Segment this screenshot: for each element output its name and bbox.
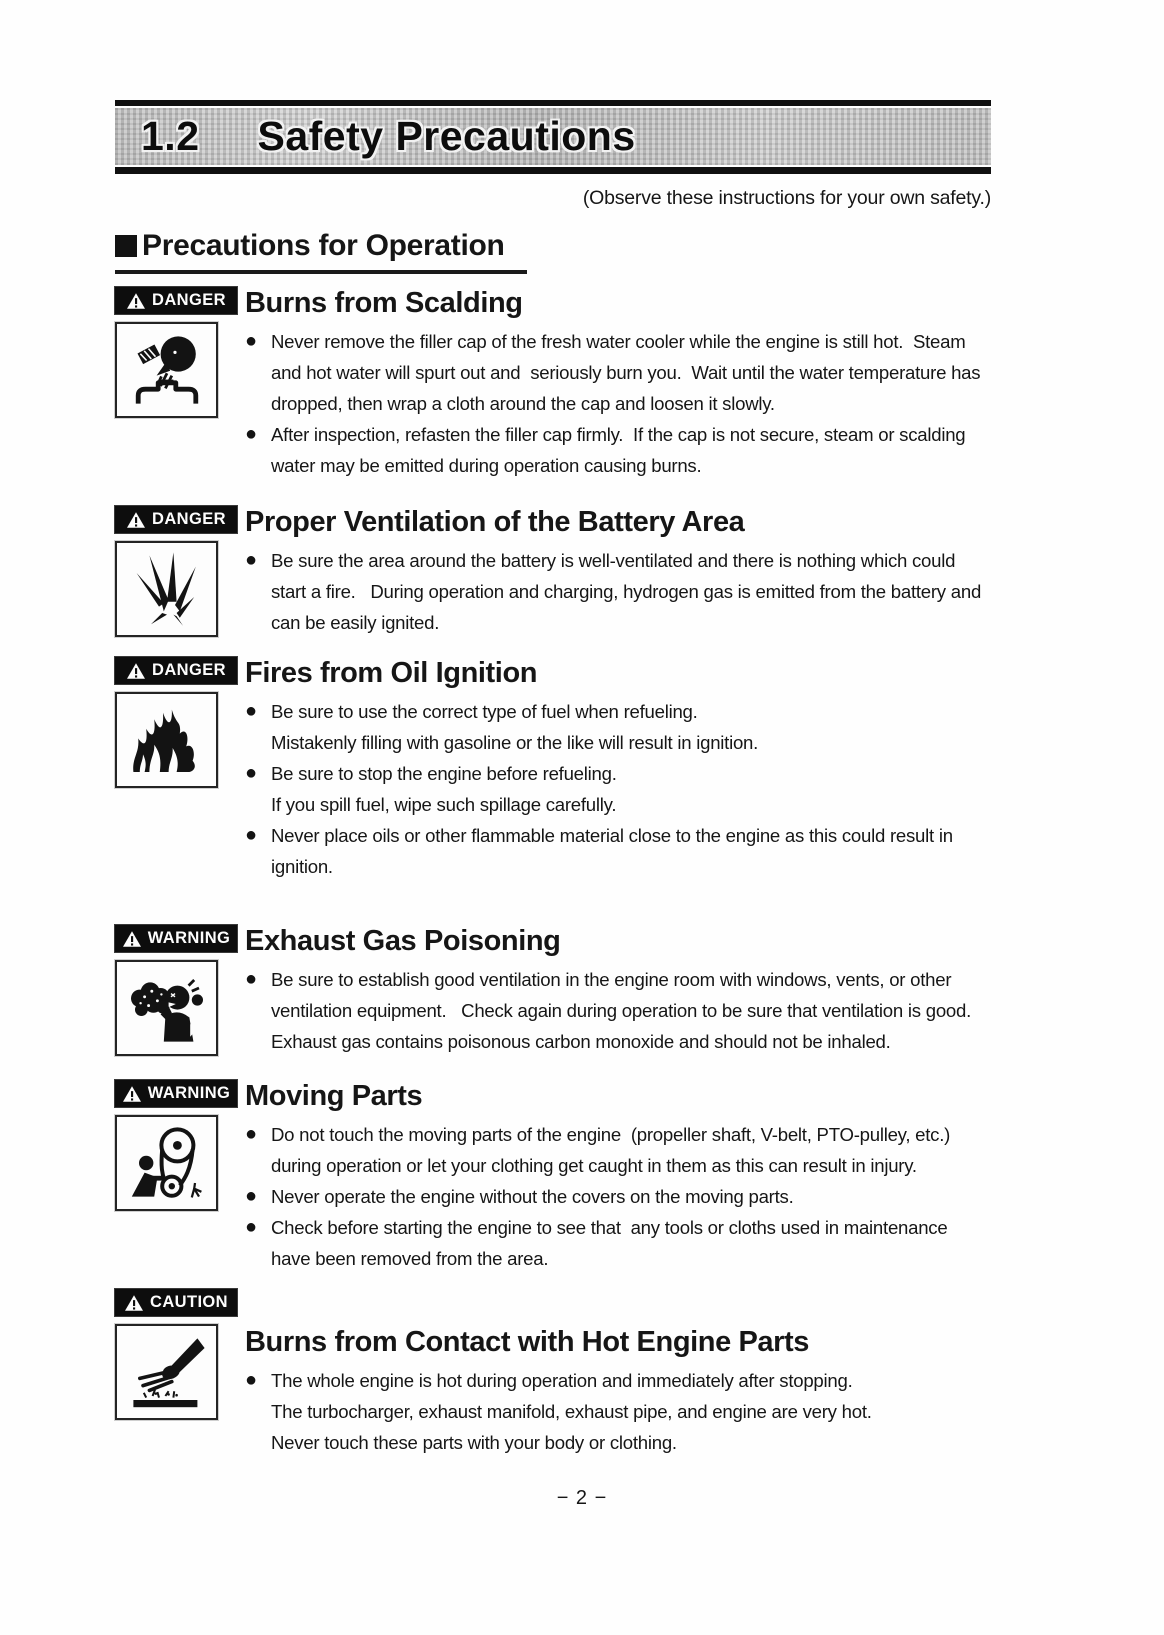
warning-badge [115,1080,237,1107]
subsection-title: Precautions for Operation [142,229,505,262]
warning-triangle-icon [122,930,142,948]
bullet-item [245,758,991,820]
section-text [245,657,991,882]
section-text [245,287,991,481]
bullet-marker: ● [245,968,258,990]
badge-label: DANGER [152,661,226,679]
bullet-item [245,326,991,419]
header-rule-bottom [115,167,991,174]
bullet-line: Be sure the area around the battery is well-ventilated and there is nothing which could start a fire. During operation and charging, hydrogen gas is emitted from the battery and can be easily ignited. [271,550,986,633]
section-text [245,1080,991,1274]
bullet-line: Be sure to use the correct type of fuel when refueling. [271,701,698,722]
badge-label: DANGER [152,291,226,309]
subsection-heading [115,229,991,274]
warning-triangle-icon [126,511,146,529]
hazard-column [115,1080,237,1274]
bullet-line: Never touch these parts with your body or clothing. [271,1432,677,1453]
bullet-item [245,1365,991,1458]
bullet-item [245,545,991,638]
hot-parts-icon [115,1324,218,1420]
page-content [115,100,991,1458]
bullet-marker: ● [245,1123,258,1145]
warning-triangle-icon [122,1085,142,1103]
warning-badge [115,925,237,952]
section-text [245,1289,991,1458]
bullet-line: Do not touch the moving parts of the engine (propeller shaft, V-belt, PTO-pulley, etc.) during operation or let your clothing get caught in them as this can result in injury. [271,1124,960,1176]
section-title: Burns from Scalding [245,287,523,319]
battery-explosion-icon [115,541,218,637]
bullet-line: Never operate the engine without the covers on the moving parts. [271,1186,794,1207]
section-title: Fires from Oil Ignition [245,657,538,689]
warning-triangle-icon [126,292,146,310]
hazard-column [115,506,237,638]
safety-section-burns-from-scalding [115,287,991,481]
warning-triangle-icon [126,662,146,680]
hazard-column [115,287,237,481]
bullet-item [245,696,991,758]
chapter-title: Safety Precautions [257,113,636,159]
exhaust-gas-icon [115,960,218,1056]
bullet-marker: ● [245,330,258,352]
bullet-item [245,964,991,1057]
caution-badge [115,1289,237,1316]
danger-badge [115,287,237,314]
header-band [115,108,991,165]
warning-triangle-icon [124,1294,144,1312]
bullet-marker: ● [245,423,258,445]
exhaust-gas-icon-graphic [125,968,209,1048]
bullet-line: The turbocharger, exhaust manifold, exhaust pipe, and engine are very hot. [271,1401,872,1422]
bullet-marker: ● [245,700,258,722]
bullet-marker: ● [245,824,258,846]
page-number: − 2 − [556,1487,608,1509]
safety-section-exhaust-gas [115,925,991,1057]
bullet-line: Never place oils or other flammable material close to the engine as this could result in ignition. [271,825,958,877]
bullet-line: If you spill fuel, wipe such spillage carefully. [271,794,617,815]
badge-label: WARNING [147,1084,231,1102]
badge-label: WARNING [147,929,231,947]
bullet-marker: ● [245,549,258,571]
hazard-column [115,657,237,882]
badge-label: DANGER [152,510,226,528]
bullet-line: Never remove the filler cap of the fresh water cooler while the engine is still hot. Steam and hot water will spurt out and seriously burn you. Wait until the water temperature has dropped, then wrap a cloth around the cap and loosen it slowly. [271,331,986,414]
bullet-marker: ● [245,1369,258,1391]
hot-parts-icon-graphic [125,1332,209,1412]
bullet-line: Be sure to stop the engine before refueling. [271,763,617,784]
section-title: Proper Ventilation of the Battery Area [245,506,745,538]
moving-parts-icon-graphic [125,1123,209,1203]
fire-icon-graphic [125,700,209,780]
bullet-item [245,1212,991,1274]
scalding-icon [115,322,218,418]
scalding-icon-graphic [125,330,209,410]
subsection-underline [115,270,527,274]
moving-parts-icon [115,1115,218,1211]
danger-badge [115,506,237,533]
section-text [245,925,991,1057]
bullet-item [245,419,991,481]
hazard-column [115,1289,237,1458]
safety-section-moving-parts [115,1080,991,1274]
section-text [245,506,991,638]
bullet-item [245,820,991,882]
bullet-line: After inspection, refasten the filler cap firmly. If the cap is not secure, steam or scalding water may be emitted during operation causing burns. [271,424,971,476]
danger-badge [115,657,237,684]
bullet-item [245,1119,991,1181]
bullet-line: Be sure to establish good ventilation in the engine room with windows, vents, or other ventilation equipment. Check again during operation to be sure that ventilation is good. Exhaust gas contains poisonous carbon monoxide and should not be inhaled. [271,969,986,1052]
hazard-column [115,925,237,1057]
section-title: Exhaust Gas Poisoning [245,925,561,957]
bullet-marker: ● [245,1185,258,1207]
safety-section-oil-ignition [115,657,991,882]
bullet-line: The whole engine is hot during operation and immediately after stopping. [271,1370,853,1391]
observe-note: (Observe these instructions for your own safety.) [582,187,991,209]
section-title: Moving Parts [245,1080,423,1112]
bullet-line: Check before starting the engine to see that any tools or cloths used in maintenance have been removed from the area. [271,1217,953,1269]
header-rule-top [115,100,991,106]
bullet-marker: ● [245,1216,258,1238]
bullet-line: Mistakenly filling with gasoline or the like will result in ignition. [271,732,759,753]
safety-section-hot-engine-parts [115,1289,991,1458]
safety-section-battery-ventilation [115,506,991,638]
section-title: Burns from Contact with Hot Engine Parts [245,1326,810,1358]
chapter-number: 1.2 [141,113,200,159]
square-bullet-icon [115,235,137,257]
fire-icon [115,692,218,788]
chapter-header-bar [115,100,991,174]
badge-label: CAUTION [150,1293,228,1311]
bullet-item [245,1181,991,1212]
bullet-marker: ● [245,762,258,784]
battery-explosion-icon-graphic [125,549,209,629]
